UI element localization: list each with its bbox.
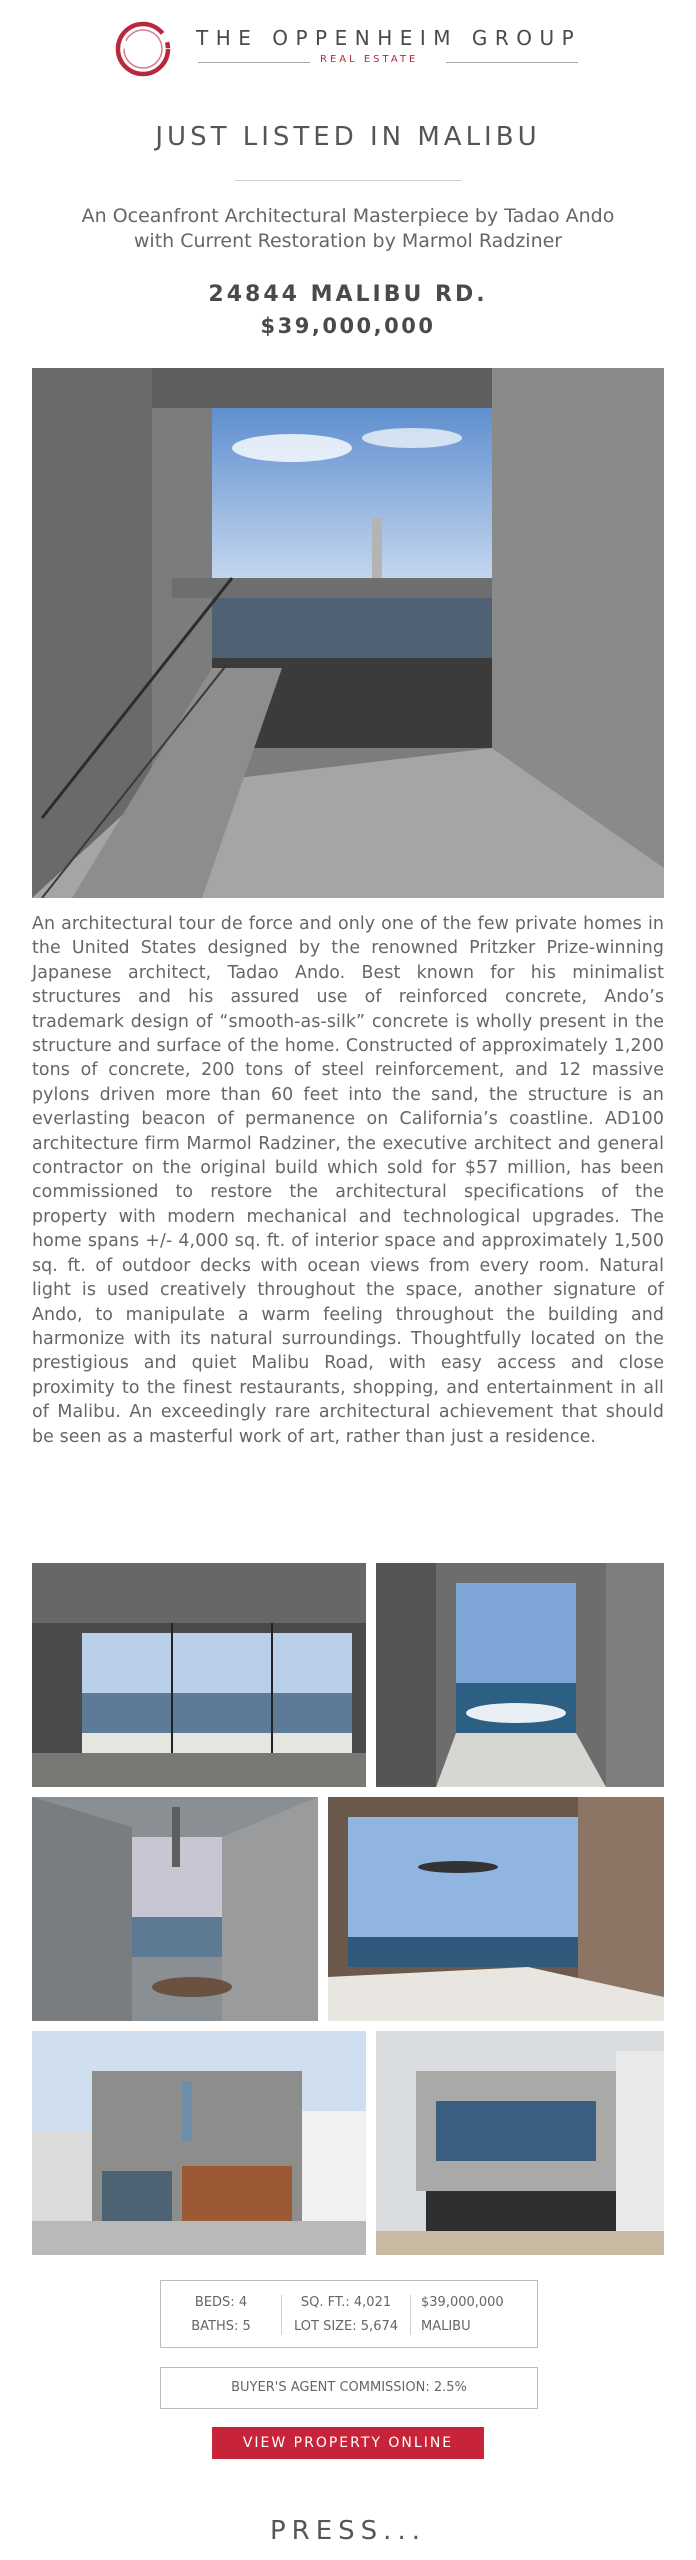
brand-tagline: REAL ESTATE xyxy=(320,54,419,65)
gallery-photo-street-facade[interactable] xyxy=(32,2031,366,2255)
gallery-photo-deck-fireplace[interactable] xyxy=(32,1797,318,2021)
listing-headline: JUST LISTED IN MALIBU xyxy=(155,122,541,152)
stat-sqft: SQ. FT.: 4,021 xyxy=(300,2295,392,2310)
stats-separator xyxy=(410,2295,411,2335)
gallery-photo-bedroom-ocean[interactable] xyxy=(328,1797,664,2021)
stat-price: $39,000,000 xyxy=(421,2295,504,2310)
stat-baths: BATHS: 5 xyxy=(191,2319,251,2334)
headline-divider xyxy=(235,180,462,181)
stat-city: MALIBU xyxy=(421,2319,471,2334)
gallery-photo-beach-facade[interactable] xyxy=(376,2031,664,2255)
logo-ring-icon xyxy=(114,20,172,78)
listing-address: 24844 MALIBU RD. xyxy=(208,282,488,307)
press-heading: PRESS... xyxy=(270,2516,426,2546)
stat-lot-size: LOT SIZE: 5,674 xyxy=(293,2319,399,2334)
agent-commission-box: BUYER'S AGENT COMMISSION: 2.5% xyxy=(160,2367,538,2409)
view-property-button[interactable]: VIEW PROPERTY ONLINE xyxy=(212,2427,484,2459)
listing-subheadline: An Oceanfront Architectural Masterpiece by Tadao Ando with Current Restoration by Marmol Radziner xyxy=(81,205,615,252)
hero-photo[interactable] xyxy=(32,368,664,898)
gallery-photo-living-ocean[interactable] xyxy=(32,1563,366,1787)
brand-logo xyxy=(114,20,584,80)
gallery-photo-pivot-door[interactable] xyxy=(376,1563,664,1787)
logo-divider-right xyxy=(446,62,578,63)
property-stats-box xyxy=(160,2280,538,2348)
stat-beds: BEDS: 4 xyxy=(194,2295,248,2310)
listing-description: An architectural tour de force and only one of the few private homes in the United States designed by the renowned Pritzker Prize-winning Japanese architect, Tadao Ando. Best known for his minimalist structures and his assured use of reinforced concrete, Ando’s trademark design of “smooth-as-silk” concrete is wholly present in the structure and surface of the home. Constructed of approximately 1,200 tons of concrete, 200 tons of steel reinforcement, and 12 massive pylons driven more than 60 feet into the sand, the structure is an everlasting beacon of permanence on California’s coastline. AD100 architecture firm Marmol Radziner, the executive architect and general contractor on the original build which sold for $57 million, has been commissioned to restore the architectural specifications of the property with modern mechanical and technological upgrades. The home spans +/- 4,000 sq. ft. of interior space and approximately 1,500 sq. ft. of outdoor decks with ocean views from every room. Natural light is used creatively throughout the space, another signature of Ando, to manipulate a warm feeling throughout the building and harmonize with its natural surroundings. Thoughtfully located on the prestigious and quiet Malibu Road, with easy access and close proximity to the finest restaurants, shopping, and entertainment in all of Malibu. An exceedingly rare architectural achievement that should be seen as a masterful work of art, rather than just a residence. xyxy=(32,914,664,1447)
logo-divider-left xyxy=(198,62,310,63)
brand-name: THE OPPENHEIM GROUP xyxy=(196,26,582,50)
listing-price: $39,000,000 xyxy=(260,314,436,338)
